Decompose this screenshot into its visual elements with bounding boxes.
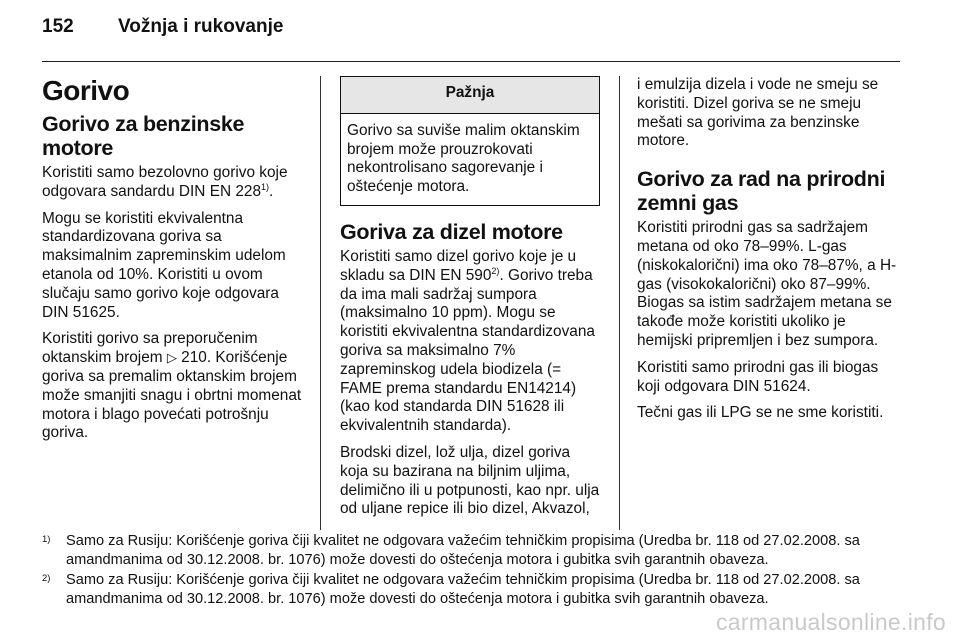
footnote-ref-2[interactable]: 2) (491, 265, 500, 276)
footnote-ref-1[interactable]: 1) (261, 181, 270, 192)
section-title-petrol: Gorivo za benzinske motore (42, 112, 245, 160)
warning-title: Pažnja (341, 77, 599, 114)
watermark: carmanualsonline.info (715, 609, 946, 635)
paragraph-ethanol: Mogu se koristiti ekvivalentna standardizovana goriva sa maksimalnim zapreminskim udelom etanola od 10%. Koristiti u ovom slučaju samo gorivo koje odgovara DIN 51625. (42, 209, 286, 321)
column-divider-2 (619, 76, 620, 530)
section-title-natural-gas: Gorivo za rad na prirodni zemni gas (637, 167, 886, 216)
column-2 (340, 76, 602, 527)
paragraph-gas-standard: Koristiti samo prirodni gas ili biogas koji odgovara DIN 51624. (637, 358, 879, 395)
text-segment: Koristiti gorivo sa preporučenim oktanskim brojem (42, 330, 258, 367)
paragraph-diesel-continued: i emulzija dizela i vode ne smeju se koristiti. Dizel goriva se ne smeju mešati sa gorivima za benzinske motore. (637, 76, 879, 150)
column-1 (42, 76, 304, 451)
header-divider (42, 61, 900, 62)
text-segment: . (269, 182, 274, 200)
footnote-2 (42, 571, 912, 608)
paragraph-diesel-standard (340, 248, 602, 436)
page-number: 152 (42, 16, 74, 37)
paragraph-gas-methane: Koristiti prirodni gas sa sadržajem metana od oko 78–99%. L-gas (niskokalorični) ima oko 78–87%, a H-gas (visokokalorični) oko 87–99%. Biogas sa istim sadržajem metana se takođe može koristiti ukoliko je hemijski pripremljen i bez sumpora. (637, 219, 897, 349)
paragraph-diesel-forbidden: Brodski dizel, lož ulja, dizel goriva koja su bazirana na biljnim uljima, delimično ili u potpunosti, kao npr. ulja od uljane repice ili bio dizel, Akvazol, (340, 443, 600, 518)
footnote-text: Samo za Rusiju: Korišćenje goriva čiji kvalitet ne odgovara važećim tehničkim propisima (Uredba br. 118 od 27.02.2008. sa amandmanima od 30.12.2008. br. 1076) može dovesti do oštećenja motora i gubitka svih garantnih obaveza. (66, 533, 860, 568)
footnote-mark: 1) (42, 534, 51, 545)
text-segment: Koristiti samo dizel gorivo koje je u skladu sa DIN EN 590 (340, 247, 577, 284)
column-divider-1 (320, 76, 321, 530)
arrow-reference-icon: ▷ (166, 350, 177, 366)
section-title-diesel: Goriva za dizel motore (340, 219, 563, 244)
column-3 (637, 76, 903, 431)
page-reference-link[interactable]: 210 (181, 349, 207, 367)
chapter-title: Vožnja i rukovanje (118, 16, 284, 37)
footnote-mark: 2) (42, 573, 51, 584)
warning-text: Gorivo sa suviše malim oktanskim brojem može prouzrokovati nekontrolisano sagorevanje i oštećenje motora. (347, 121, 580, 196)
paragraph-petrol-standard (42, 164, 304, 202)
page-title: Gorivo (42, 75, 130, 106)
text-segment: Koristiti samo bezolovno gorivo koje odgovara sandardu DIN EN 228 (42, 164, 288, 200)
footnote-text: Samo za Rusiju: Korišćenje goriva čiji kvalitet ne odgovara važećim tehničkim propisima (Uredba br. 118 od 27.02.2008. sa amandmanima od 30.12.2008. br. 1076) može dovesti do oštećenja motora i gubitka svih garantnih obaveza. (66, 572, 860, 607)
page-header (42, 16, 918, 52)
paragraph-lpg: Tečni gas ili LPG se ne sme koristiti. (637, 404, 884, 422)
paragraph-octane (42, 330, 304, 443)
footnote-1 (42, 532, 912, 569)
text-segment: . Korišćenje goriva sa premalim oktanskim brojem može smanjiti snagu i obrtni momenat motora i blago povećati potrošnju goriva. (42, 349, 302, 442)
text-segment: . Gorivo treba da ima mali sadržaj sumpora (maksimalno 10 ppm). Mogu se koristiti ekvivalentna standardizovana goriva sa maksimalno 7% zapreminskog udela biodizela (= FAME prema standardu EN14214) (kao kod standarda DIN 51628 ili ekvivalentnih standarda). (340, 266, 595, 435)
warning-box (340, 76, 600, 206)
footnotes (42, 532, 912, 610)
